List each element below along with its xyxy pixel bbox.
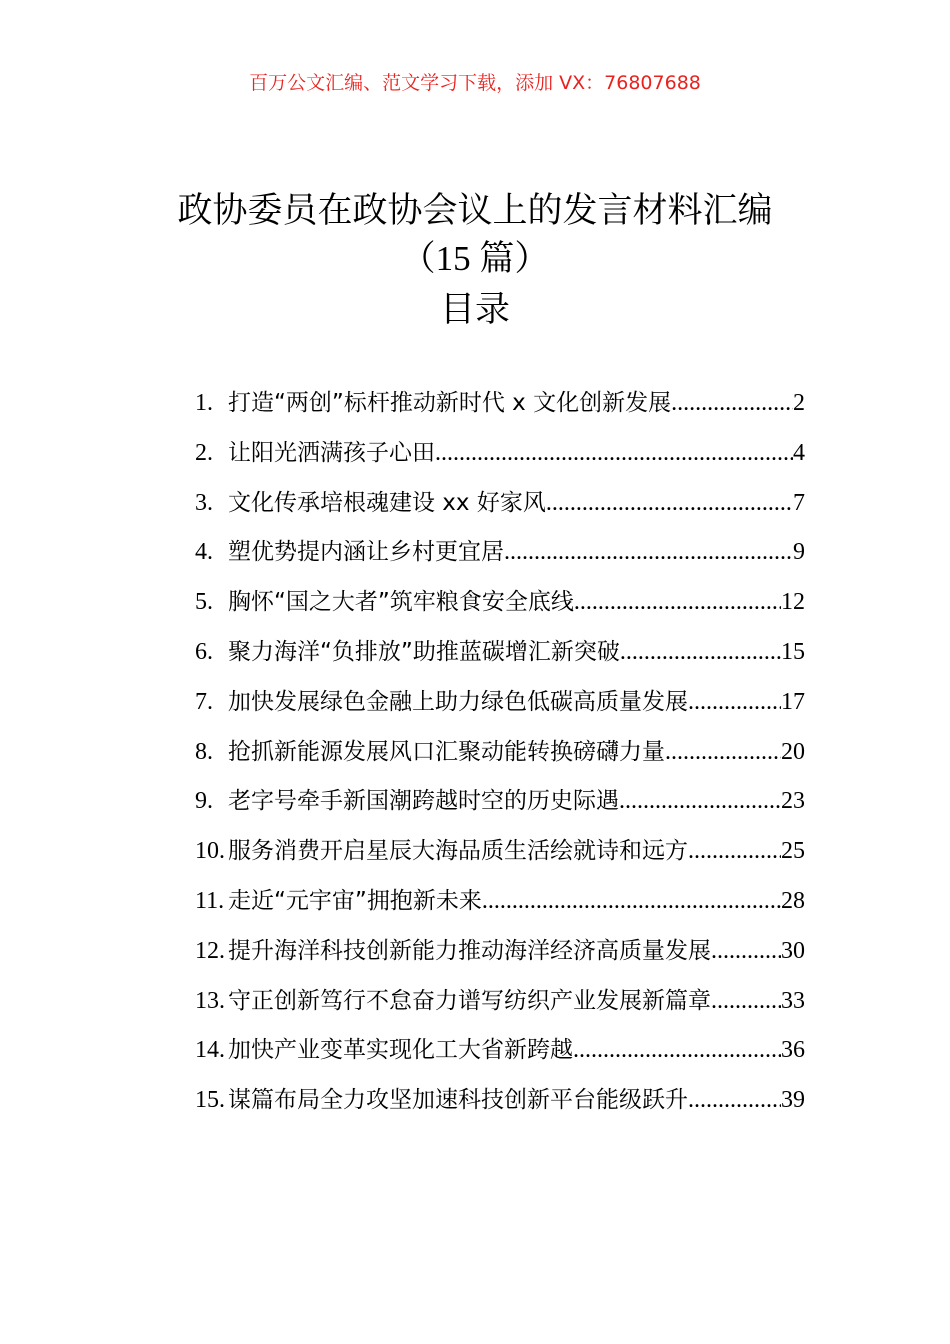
dot-leader [546, 483, 793, 523]
toc-entry[interactable] [195, 881, 805, 931]
toc-label: 文化传承培根魂建设 xx 好家风 [228, 489, 546, 516]
toc-entry[interactable] [195, 582, 805, 632]
toc-number: 10. [195, 838, 225, 865]
toc-number: 14. [195, 1037, 225, 1064]
toc-page-number: 20 [781, 738, 805, 765]
toc-page-number: 2 [793, 390, 805, 416]
toc-label: 加快产业变革实现化工大省新跨越 [228, 1037, 573, 1064]
dot-leader [504, 532, 793, 572]
dot-leader [574, 582, 781, 622]
toc-entry[interactable] [195, 433, 805, 483]
toc-entry[interactable] [195, 981, 805, 1031]
toc-page-number: 39 [781, 1087, 805, 1114]
toc-page-number: 23 [781, 788, 805, 815]
dot-leader [671, 383, 793, 423]
toc-page-number: 7 [793, 489, 805, 516]
toc-page-number: 15 [781, 638, 805, 665]
toc-number: 6. [195, 638, 213, 665]
toc-page-number: 12 [781, 589, 805, 616]
dot-leader [665, 732, 781, 772]
dot-leader [573, 1030, 781, 1070]
toc-entry[interactable] [195, 931, 805, 981]
toc-label: 服务消费开启星辰大海品质生活绘就诗和远方 [228, 838, 688, 865]
toc-label: 让阳光洒满孩子心田 [228, 439, 435, 466]
toc-entry[interactable] [195, 781, 805, 831]
toc-entry[interactable] [195, 532, 805, 582]
toc-number: 15. [195, 1087, 225, 1114]
document-subtitle: （15 篇） [400, 239, 550, 278]
toc-label: 走近“元宇宙”拥抱新未来 [228, 887, 482, 914]
dot-leader [619, 781, 781, 821]
dot-leader [482, 881, 781, 921]
dot-leader [711, 931, 781, 971]
toc-label: 提升海洋科技创新能力推动海洋经济高质量发展 [228, 937, 711, 964]
toc-label: 塑优势提内涵让乡村更宜居 [228, 539, 504, 566]
toc-page-number: 9 [793, 539, 805, 566]
dot-leader [435, 433, 793, 473]
toc-page-number: 17 [781, 688, 805, 715]
toc-entry[interactable] [195, 1030, 805, 1080]
toc-heading: 目录 [439, 290, 510, 330]
dot-leader [620, 632, 781, 672]
toc-number: 8. [195, 738, 213, 765]
toc-entry[interactable] [195, 831, 805, 881]
toc-label: 老字号牵手新国潮跨越时空的历史际遇 [228, 788, 619, 815]
toc-entry[interactable] [195, 682, 805, 732]
toc-label: 谋篇布局全力攻坚加速科技创新平台能级跃升 [228, 1087, 688, 1114]
toc-entry[interactable] [195, 383, 805, 433]
toc-number: 1. [195, 390, 213, 416]
toc-page-number: 28 [781, 887, 805, 914]
watermark-banner: 百万公文汇编、范文学习下载，添加 VX：76807688 [249, 72, 701, 94]
dot-leader [688, 831, 781, 871]
toc-number: 7. [195, 688, 213, 715]
toc-entry[interactable] [195, 632, 805, 682]
toc-number: 4. [195, 539, 213, 566]
dot-leader [688, 1080, 781, 1120]
toc-number: 3. [195, 489, 213, 516]
table-of-contents [195, 383, 805, 1130]
toc-number: 12. [195, 937, 225, 964]
dot-leader [688, 682, 781, 722]
toc-label: 聚力海洋“负排放”助推蓝碳增汇新突破 [228, 638, 620, 665]
toc-label: 加快发展绿色金融上助力绿色低碳高质量发展 [228, 688, 688, 715]
toc-label: 胸怀“国之大者”筑牢粮食安全底线 [228, 589, 574, 616]
toc-label: 抢抓新能源发展风口汇聚动能转换磅礴力量 [228, 738, 665, 765]
toc-number: 5. [195, 589, 213, 616]
toc-label: 打造“两创”标杆推动新时代 x 文化创新发展 [228, 390, 672, 416]
toc-entry[interactable] [195, 1080, 805, 1130]
toc-number: 9. [195, 788, 213, 815]
toc-number: 2. [195, 439, 213, 466]
toc-page-number: 4 [793, 439, 805, 466]
document-title: 政协委员在政协会议上的发言材料汇编 [177, 191, 773, 231]
toc-entry[interactable] [195, 483, 805, 533]
toc-page-number: 30 [781, 937, 805, 964]
toc-number: 11. [195, 887, 225, 914]
toc-number: 13. [195, 987, 225, 1014]
toc-page-number: 33 [781, 987, 805, 1014]
toc-label: 守正创新笃行不怠奋力谱写纺织产业发展新篇章 [228, 987, 711, 1014]
dot-leader [711, 981, 781, 1021]
toc-page-number: 25 [781, 838, 805, 865]
toc-entry[interactable] [195, 732, 805, 782]
toc-page-number: 36 [781, 1037, 805, 1064]
